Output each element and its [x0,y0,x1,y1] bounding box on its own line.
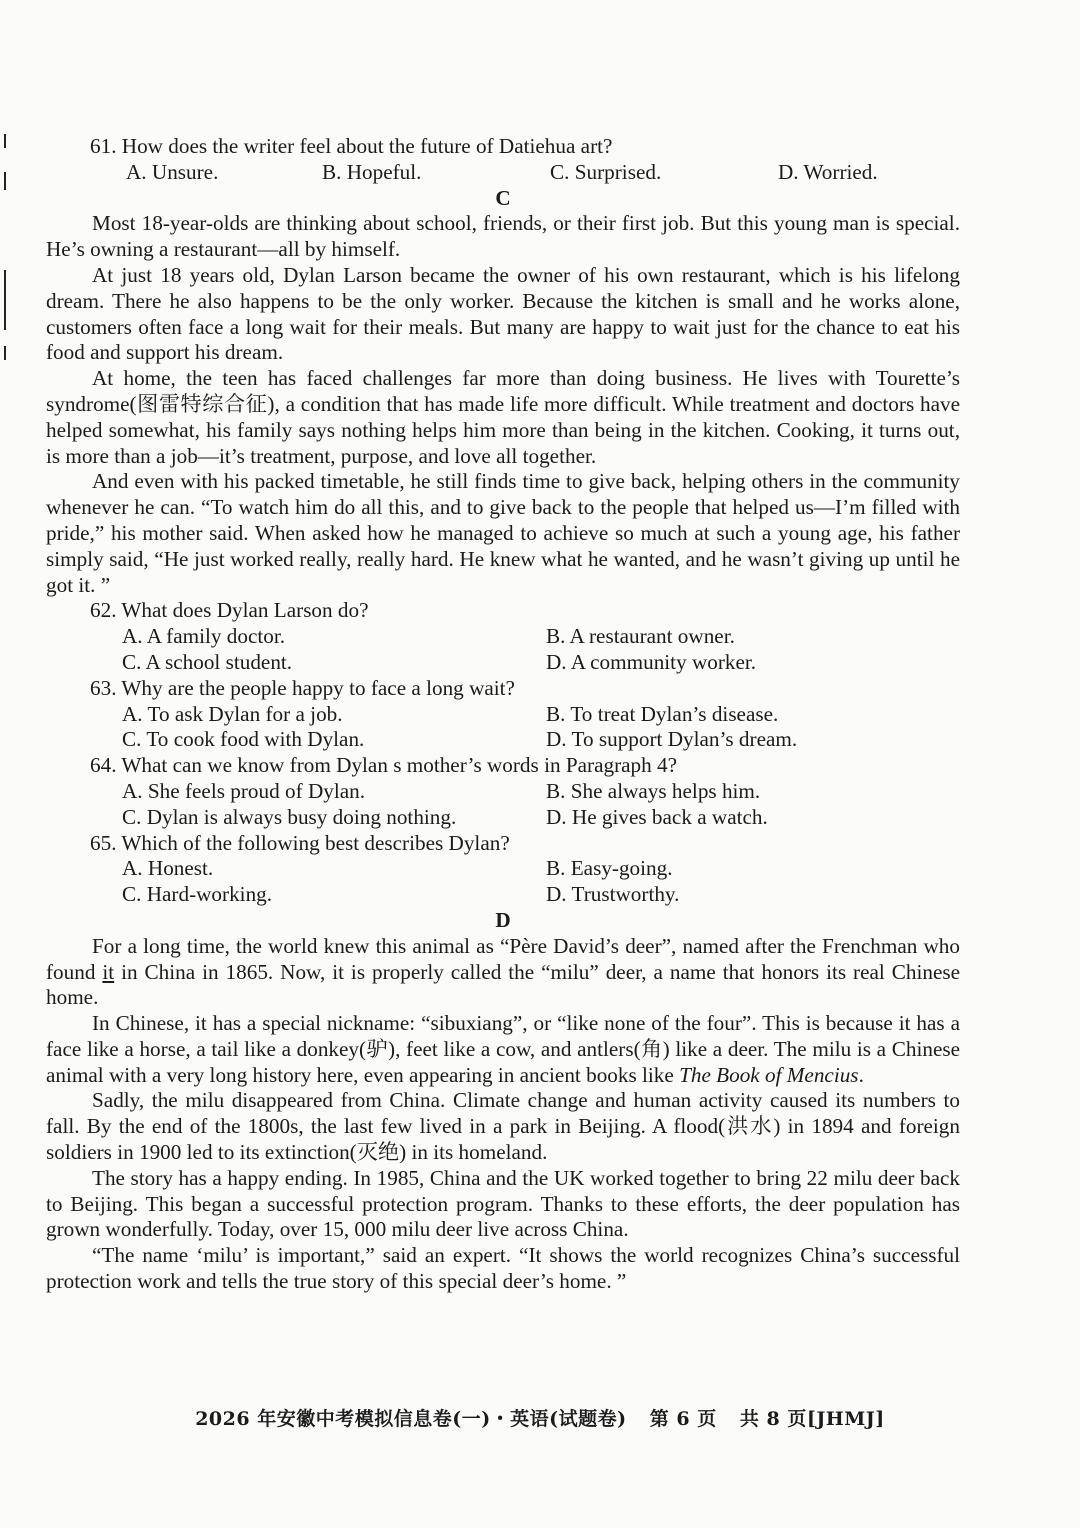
text-run: in China in 1865. Now, it is properly called the “milu” deer, a name that honors its real Chinese home. [46,959,961,1010]
option-d: D. Trustworthy. [546,882,680,907]
question-62: 62. What does Dylan Larson do? [90,598,369,623]
footer-title: 2026 年安徽中考模拟信息卷(一)・英语(试题卷) [195,1408,627,1430]
question-64: 64. What can we know from Dylan s mother’s words in Paragraph 4? [90,753,678,778]
option-d: D. To support Dylan’s dream. [546,727,798,752]
footer-page-number: 第 6 页 [649,1408,717,1430]
underlined-word: it [102,959,115,984]
scan-edge-mark [4,346,6,360]
passage-d-paragraph-5: “The name ‘milu’ is important,” said an expert. “It shows the world recognizes China’s successful protection work and tells the true story of this special deer’s home. ” [46,1243,960,1294]
question-63-options [46,702,960,754]
option-a: A. A family doctor. [122,624,286,649]
passage-d-paragraph-3: Sadly, the milu disappeared from China. Climate change and human activity caused its numbers to fall. By the end of the 1800s, the last few lived in a park in Beijing. A flood(洪水) in 1894 and foreign soldiers in 1900 led to its extinction(灭绝) in its homeland. [46,1088,960,1165]
section-c-heading: C [495,185,511,210]
exam-text [46,134,960,1295]
option-a: A. Unsure. [126,159,219,184]
passage-c-paragraph-1: Most 18-year-olds are thinking about school, friends, or their first job. But this young man is special. He’s owning a restaurant—all by himself. [46,211,960,262]
option-a: A. Honest. [122,856,214,881]
scan-edge-mark [4,172,6,190]
section-d-heading: D [495,907,511,932]
option-b: B. Easy-going. [546,856,673,881]
text-run: In Chinese, it has a special nickname: “sibuxiang”, or “like none of the four”. This is because it has a face like a horse, a tail like a donkey(驴), feet like a cow, and antlers(角) like a deer. The milu is a Chinese animal with a very long history here, even appearing in ancient books like [46,1011,960,1087]
question-61-options [46,160,960,186]
option-c: C. Hard-working. [122,882,273,907]
option-b: B. To treat Dylan’s disease. [546,701,779,726]
passage-d-paragraph-1 [46,934,960,1011]
option-d: D. He gives back a watch. [546,804,768,829]
option-c: C. A school student. [122,649,293,674]
option-d: D. Worried. [778,159,878,184]
question-65-options [46,856,960,908]
option-b: B. Hopeful. [322,159,422,184]
scan-edge-mark [4,270,6,330]
option-c: C. Dylan is always busy doing nothing. [122,804,457,829]
option-a: A. To ask Dylan for a job. [122,701,343,726]
passage-d-paragraph-4: The story has a happy ending. In 1985, China and the UK worked together to bring 22 milu deer back to Beijing. This began a successful protection program. Thanks to these efforts, the deer population has grown wonderfully. Today, over 15, 000 milu deer live across China. [46,1165,960,1242]
question-62-options [46,624,960,676]
option-c: C. To cook food with Dylan. [122,727,365,752]
page-footer [0,1404,1080,1431]
question-64-options [46,779,960,831]
option-b: B. She always helps him. [546,778,761,803]
text-run: . [858,1062,864,1087]
question-61: 61. How does the writer feel about the future of Datiehua art? [90,134,613,158]
passage-c-paragraph-4: And even with his packed timetable, he still finds time to give back, helping others in the community whenever he can. “To watch him do all this, and to give back to the people that helped us—I’m filled with pride,” his mother said. When asked how he managed to achieve so much at such a young age, his father simply said, “He just worked really, really hard. He knew what he wanted, and he wasn’t giving up until he got it. ” [46,469,960,597]
footer-total-pages: 共 8 页[JHMJ] [739,1408,885,1430]
text-run: For a long time, the world knew this animal as “Père David’s deer”, named after the Frenchman who found [46,933,960,984]
scan-edge-mark [4,134,6,148]
option-a: A. She feels proud of Dylan. [122,778,366,803]
option-d: D. A community worker. [546,649,757,674]
question-65: 65. Which of the following best describes Dylan? [90,830,510,855]
passage-d-paragraph-2 [46,1011,960,1088]
option-b: B. A restaurant owner. [546,624,735,649]
question-63: 63. Why are the people happy to face a long wait? [90,675,515,700]
passage-c-paragraph-2: At just 18 years old, Dylan Larson became the owner of his own restaurant, which is his lifelong dream. There he also happens to be the only worker. Because the kitchen is small and he works alone, customers often face a long wait for their meals. But many are happy to wait just for the chance to eat his food and support his dream. [46,262,960,365]
book-title: The Book of Mencius [679,1062,859,1087]
option-c: C. Surprised. [550,159,662,184]
passage-c-paragraph-3: At home, the teen has faced challenges far more than doing business. He lives with Tourette’s syndrome(图雷特综合征), a condition that has made life more difficult. While treatment and doctors have helped somewhat, his family says nothing helps him more than being in the kitchen. Cooking, it turns out, is more than a job—it’s treatment, purpose, and love all together. [46,366,960,468]
